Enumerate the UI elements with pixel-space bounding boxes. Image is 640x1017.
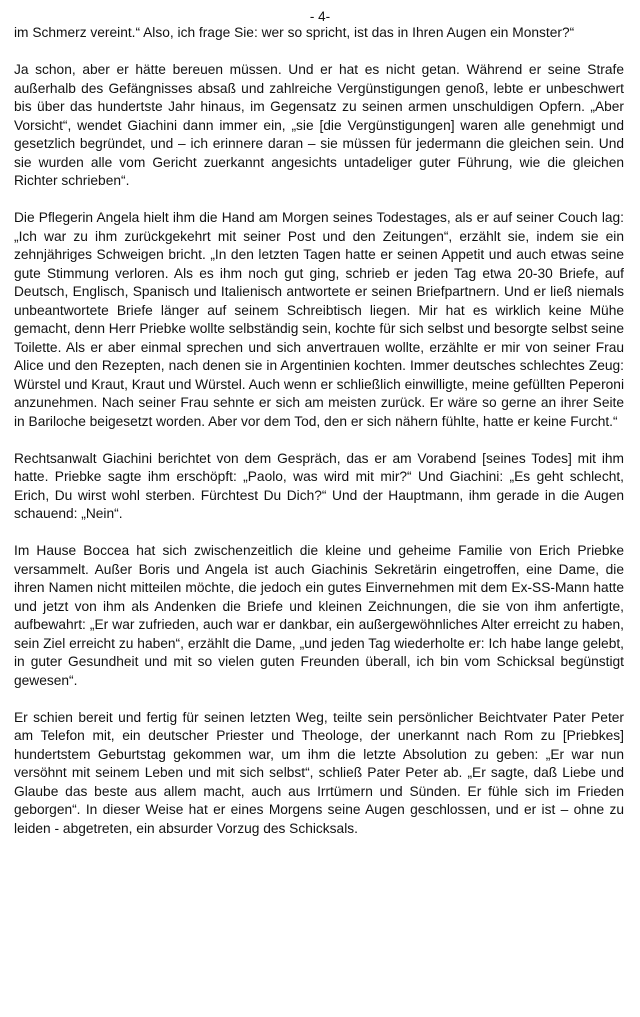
paragraph: im Schmerz vereint.“ Also, ich frage Sie: wer so spricht, ist das in Ihren Augen ein Monster?“ (14, 25, 575, 40)
paragraph: Die Pflegerin Angela hielt ihm die Hand am Morgen seines Todestages, als er auf seiner Couch lag: „Ich war zu ihm zurückgekehrt mit seiner Post und den Zeitungen“, erzählt sie, indem sie ein zehnjähriges Schweigen bricht. „In den letzten Tagen hatte er seinen Appetit und auch etwas seine gute Stimmung verloren. Als es ihm noch gut ging, schrieb er jeden Tag etwa 20-30 Briefe, auf Deutsch, Englisch, Spanisch und Italienisch antwortete er seinen Briefpartnern. Und er ließ niemals unbeantwortete Briefe länger auf seinem Schreibtisch liegen. Mir hat es wirklich keine Mühe gemacht, denn Herr Priebke wollte selbständig sein, kochte für sich selbst und besorgte selbst seine Toilette. Als er aber einmal sprechen und sich anvertrauen wollte, erzählte er mir von seiner Frau Alice und den Rezepten, nach denen sie in Argentinien kochten. Immer deutsches schlechtes Zeug: Würstel und Kraut, Kraut und Würstel. Auch wenn er schließlich einwilligte, meine gefüllten Peperoni anzunehmen. Nach seiner Frau sehnte er sich am meisten zurück. Er wäre so gerne an ihrer Seite in Bariloche beigesetzt worden. Aber vor dem Tod, den er sich nähern fühlte, hatte er keine Furcht.“ (14, 210, 624, 429)
paragraph: Im Hause Boccea hat sich zwischenzeitlich die kleine und geheime Familie von Erich Priebke versammelt. Außer Boris und Angela ist auch Giachinis Sekretärin eingetroffen, eine Dame, die ihren Namen nicht mitteilen möchte, die jedoch ein gutes Einvernehmen mit dem Ex-SS-Mann hatte und jetzt von ihm als Andenken die Briefe und kleinen Zeichnungen, die sie von ihm anfertigte, aufbewahrt: „Er war zufrieden, auch war er dankbar, ein außergewöhnliches Alter erreicht zu haben, sein Ziel erreicht zu haben“, erzählt die Dame, „und jeden Tag wiederholte er: Ich habe lange gelebt, in guter Gesundheit und mit so vielen guten Freunden überall, ich bin vom Schicksal begünstigt gewesen“. (14, 543, 624, 688)
body-text (14, 24, 624, 857)
paragraph: Rechtsanwalt Giachini berichtet von dem Gespräch, das er am Vorabend [seines Todes] mit ihm hatte. Priebke sagte ihm erschöpft: „Paolo, was wird mit mir?“ Und Giachini: „Es geht schlecht, Erich, Du wirst wohl sterben. Fürchtest Du Dich?“ Und der Hauptmann, ihm gerade in die Augen schauend: „Nein“. (14, 450, 624, 521)
paragraph: Er schien bereit und fertig für seinen letzten Weg, teilte sein persönlicher Beichtvater Pater Peter am Telefon mit, ein deutscher Priester und Theologe, der unerkannt nach Rom zu [Priebkes] hundertstem Geburtstag gekommen war, um ihm die letzte Absolution zu geben: „Er war nun versöhnt mit seinem Leben und mit sich selbst“, schließ Pater Peter ab. „Er sagte, daß Liebe und Glaube das beste aus allem macht, auch aus Irrtümern und Sünden. Er fühle sich im Frieden geborgen“. In dieser Weise hat er eines Morgens seine Augen geschlossen, und er ist – ohne zu leiden - abgetreten, ein absurder Vorzug des Schicksals. (14, 709, 624, 836)
paragraph: Ja schon, aber er hätte bereuen müssen. Und er hat es nicht getan. Während er seine Strafe außerhalb des Gefängnisses absaß und zahlreiche Vergünstigungen genoß, lebte er unbeschwert bis über das hundertste Jahr hinaus, im Gegensatz zu seinen armen unschuldigen Opfern. „Aber Vorsicht“, wendet Giachini dann immer ein, „sie [die Vergünstigungen] waren alle genehmigt und gesetzlich begründet, und – ich erinnere daran – sie müssen für jedermann die gleichen sein. Und sie wurden alle vom Gericht zuerkannt angesichts untadeliger guter Führung, wie die gleichen Richter schrieben“. (14, 62, 624, 188)
page-number: - 4- (309, 9, 331, 24)
